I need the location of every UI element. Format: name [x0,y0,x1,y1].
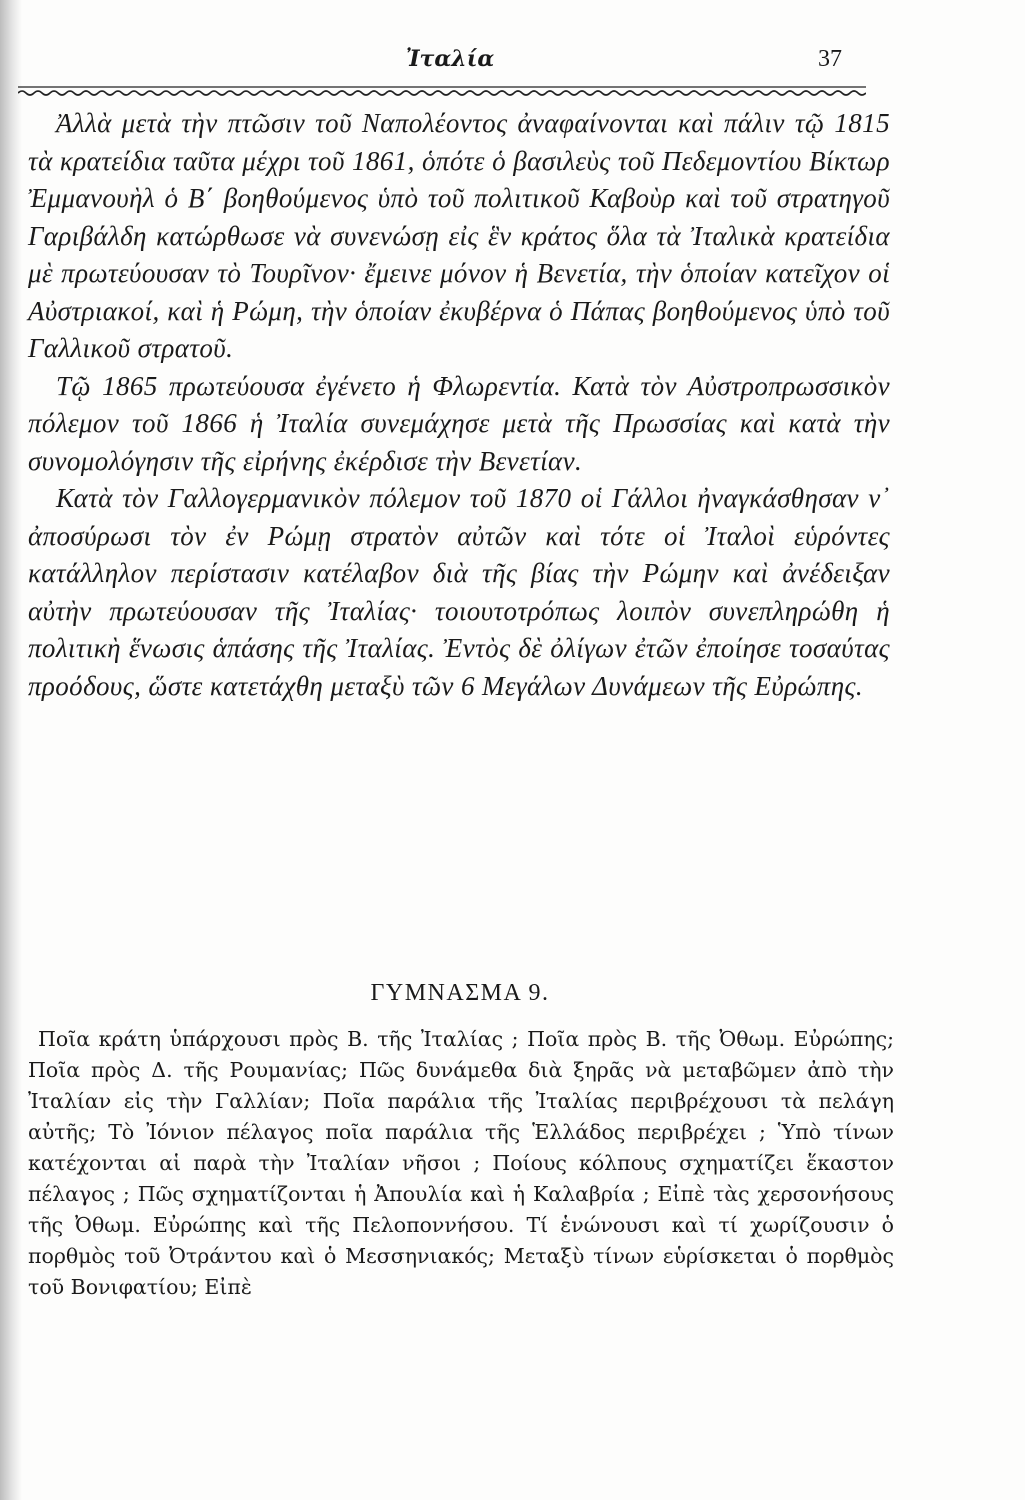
running-title: Ἰταλία [405,46,495,72]
exercise-heading: ΓΥΜΝΑΣΜΑ 9. [370,980,550,1006]
page-number: 37 [818,46,842,72]
exercise-block [28,1024,894,1303]
paragraph-1: Ἀλλὰ μετὰ τὴν πτῶσιν τοῦ Ναπολέοντος ἀναφαίνονται καὶ πάλιν τῷ 1815 τὰ κρατείδια ταῦτα μέχρι τοῦ 1861, ὁπότε ὁ βασιλεὺς τοῦ Πεδεμοντίου Βίκτωρ Ἐμμανουὴλ ὁ Β΄ βοηθούμενος ὑπὸ τοῦ πολιτικοῦ Καβοὺρ καὶ τοῦ στρατηγοῦ Γαριβάλδη κατώρθωσε νὰ συνενώσῃ εἰς ἓν κράτος ὅλα τὰ Ἰταλικὰ κρατείδια μὲ πρωτεύουσαν τὸ Τουρῖνον· ἔμεινε μόνον ἡ Βενετία, τὴν ὁποίαν κατεῖχον οἱ Αὐστριακοί, καὶ ἡ Ρώμη, τὴν ὁποίαν ἐκυβέρνα ὁ Πάπας βοηθούμενος ὑπὸ τοῦ Γαλλικοῦ στρατοῦ. [28,108,890,363]
running-header [0,42,1025,78]
paragraph-2: Τῷ 1865 πρωτεύουσα ἐγένετο ἡ Φλωρεντία. Κατὰ τὸν Αὐστροπρωσσικὸν πόλεμον τοῦ 1866 ἡ Ἰταλία συνεμάχησε μετὰ τῆς Πρωσσίας καὶ κατὰ τὴν συνομολόγησιν τῆς εἰρήνης ἐκέρδισε τὴν Βενετίαν. [28,370,890,476]
binding-gutter-shadow [0,0,22,1500]
paragraph-3: Κατὰ τὸν Γαλλογερμανικὸν πόλεμον τοῦ 1870 οἱ Γάλλοι ἠναγκάσθησαν ν᾿ ἀποσύρωσι τὸν ἐν Ρώμῃ στρατὸν αὐτῶν καὶ τότε οἱ Ἰταλοὶ εὑρόντες κατάλληλον περίστασιν κατέλαβον διὰ τῆς βίας τὴν Ρώμην καὶ ἀνέδειξαν αὐτὴν πρωτεύουσαν τῆς Ἰταλίας· τοιουτοτρόπως λοιπὸν συνεπληρώθη ἡ πολιτικὴ ἕνωσις ἁπάσης τῆς Ἰταλίας. Ἐντὸς δὲ ὀλίγων ἐτῶν ἐποίησε τοσαύτας προόδους, ὥστε κατετάχθη μεταξὺ τῶν 6 Μεγάλων Δυνάμεων τῆς Εὐρώπης. [28,483,890,701]
exercise-questions: Ποῖα κράτη ὑπάρχουσι πρὸς Β. τῆς Ἰταλίας ; Ποῖα πρὸς Β. τῆς Ὀθωμ. Εὐρώπης; Ποῖα πρὸς Δ. τῆς Ρουμανίας; Πῶς δυνάμεθα διὰ ξηρᾶς νὰ μεταβῶμεν ἀπὸ τὴν Ἰταλίαν εἰς τὴν Γαλλίαν; Ποῖα παράλια τῆς Ἰταλίας περιβρέχουσι τὰ πελάγη αὐτῆς; Τὸ Ἰόνιον πέλαγος ποῖα παράλια τῆς Ἑλλάδος περιβρέχει ; Ὑπὸ τίνων κατέχονται αἱ παρὰ τὴν Ἰταλίαν νῆσοι ; Ποίους κόλπους σχηματίζει ἕκαστον πέλαγος ; Πῶς σχηματίζονται ἡ Ἀπουλία καὶ ἡ Καλαβρία ; Εἰπὲ τὰς χερσονήσους τῆς Ὀθωμ. Εὐρώπης καὶ τῆς Πελοποννήσου. Τί ἑνώνουσι καὶ τί χωρίζουσιν ὁ πορθμὸς τοῦ Ὀτράντου καὶ ὁ Μεσσηνιακός; Μεταξὺ τίνων εὑρίσκεται ὁ πορθμὸς τοῦ Βονιφατίου; Εἰπὲ [28,1027,894,1299]
main-text [28,105,890,705]
wavy-rule-ornament [18,84,866,98]
